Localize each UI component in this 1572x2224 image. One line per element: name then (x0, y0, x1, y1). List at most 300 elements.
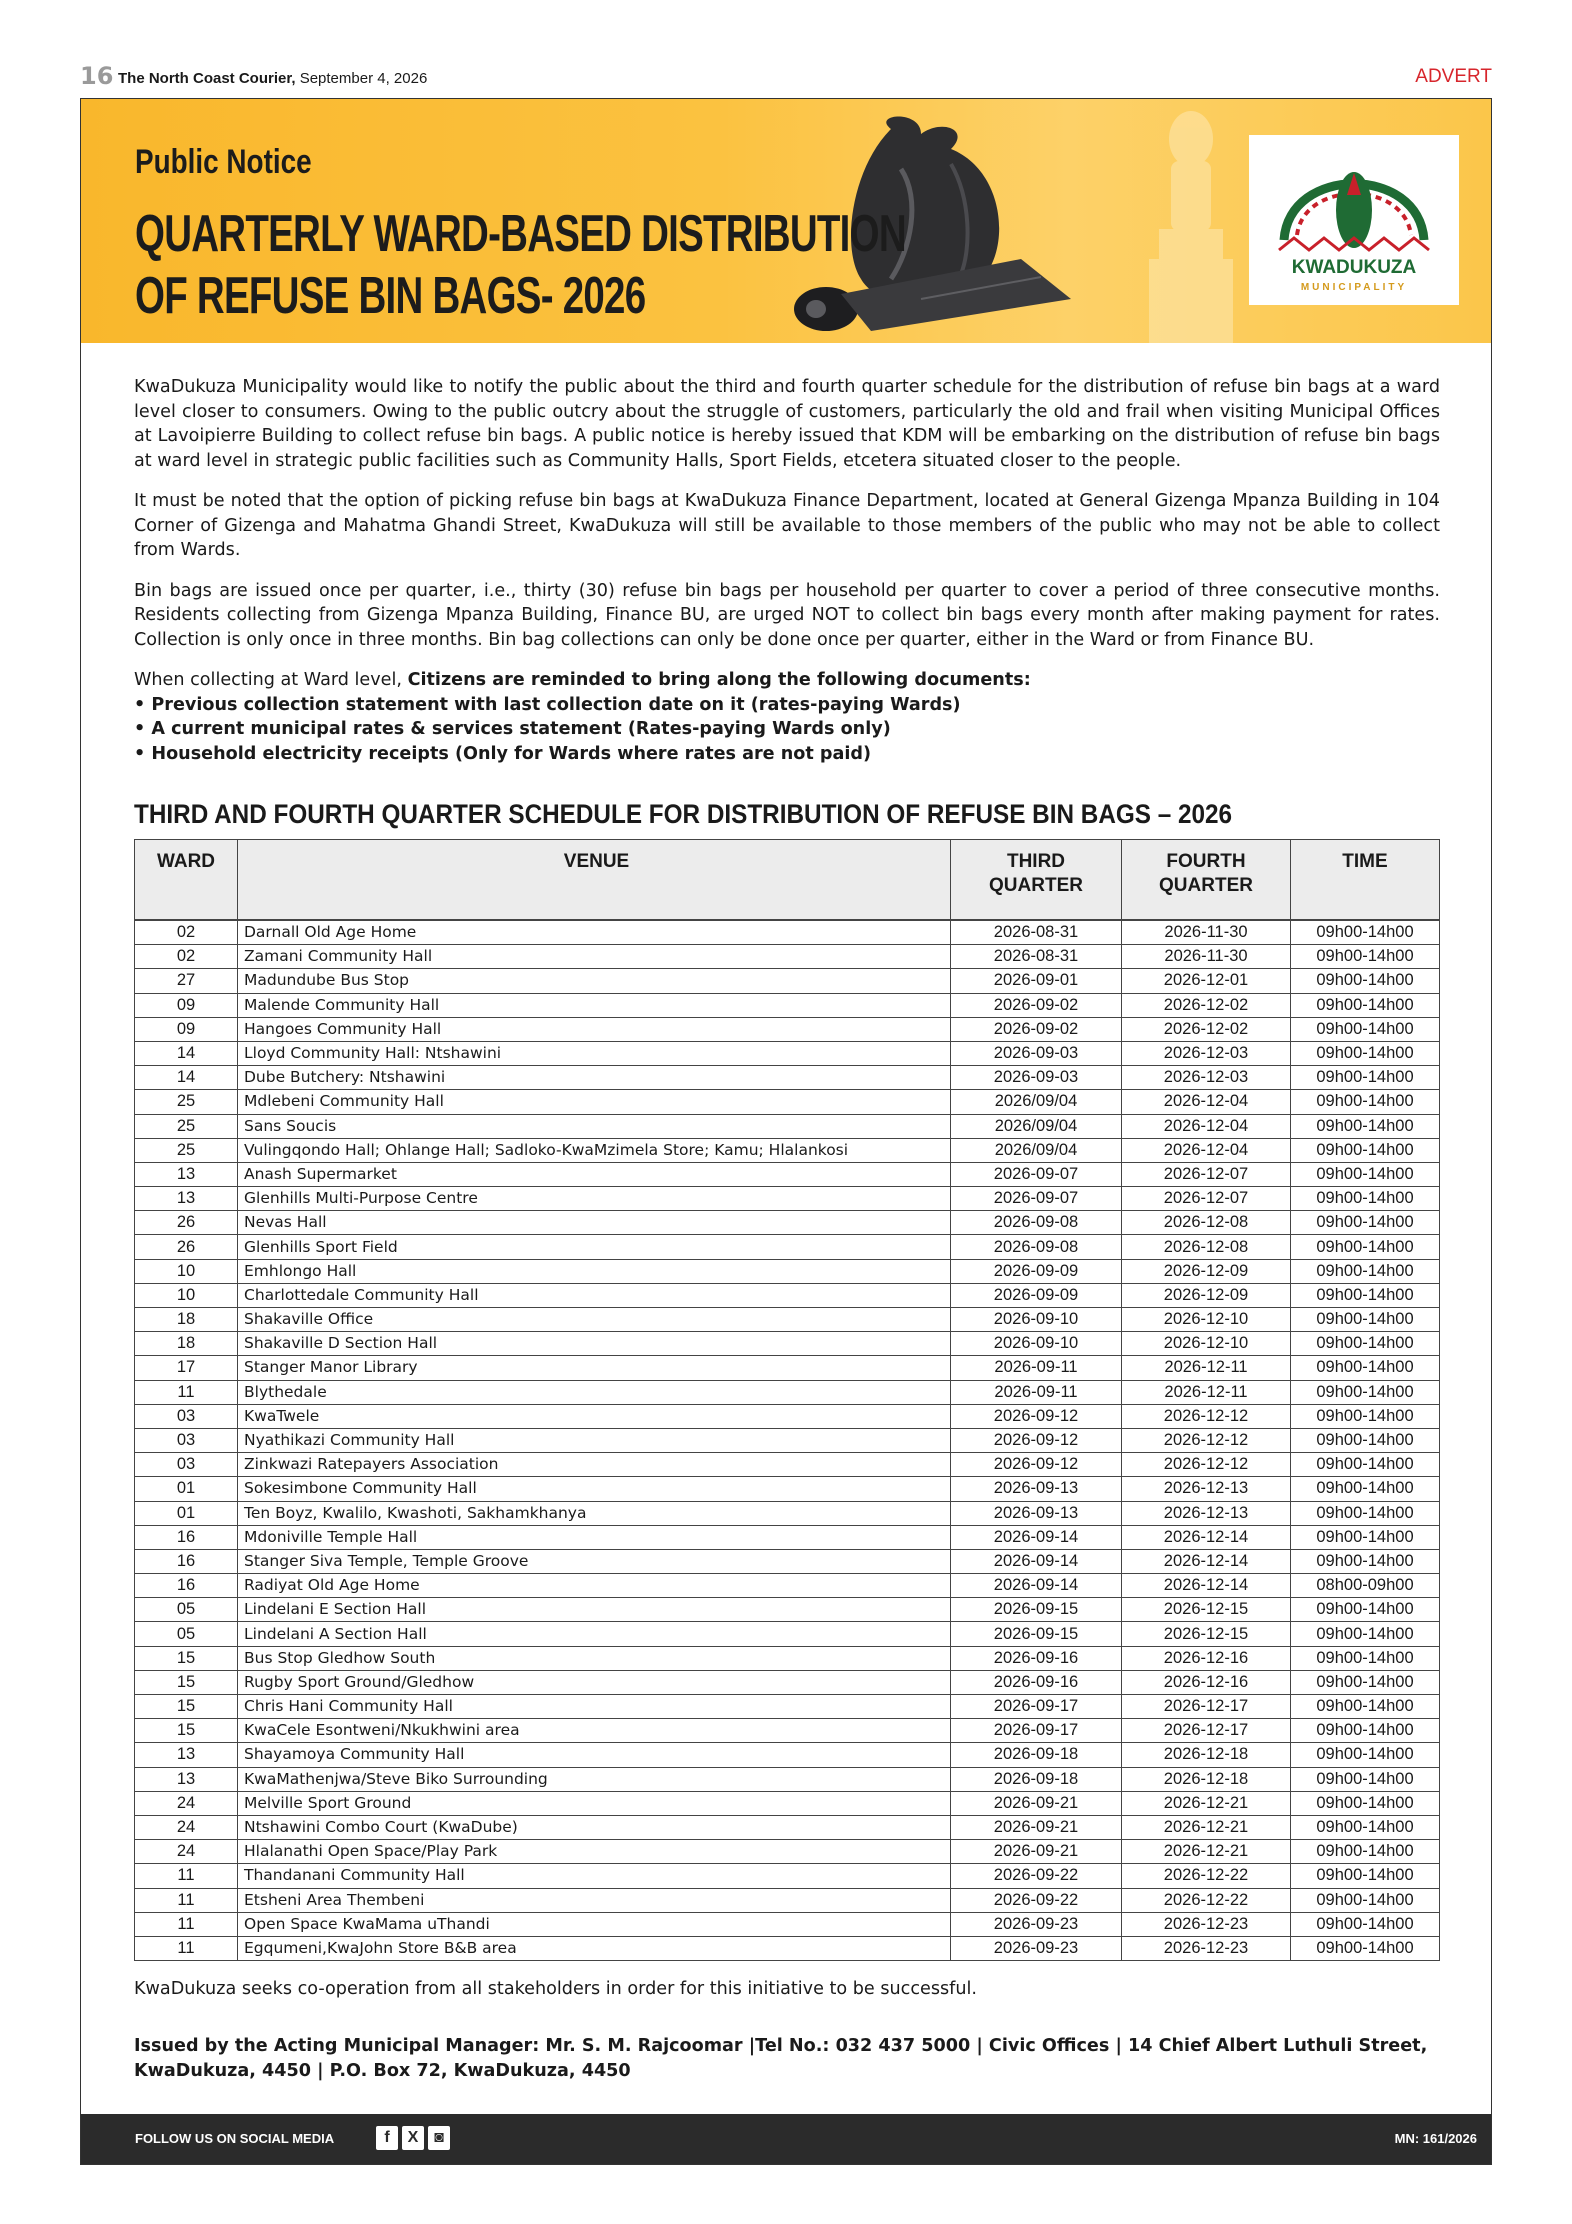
third-quarter-cell: 2026-09-07 (951, 1187, 1122, 1211)
instagram-icon[interactable]: ◙ (428, 2126, 450, 2150)
venue-cell: Radiyat Old Age Home (238, 1574, 951, 1598)
venue-cell: Rugby Sport Ground/Gledhow (238, 1670, 951, 1694)
paper-dateline (118, 70, 427, 87)
ward-cell: 25 (135, 1090, 238, 1114)
table-row (135, 1695, 1440, 1719)
notice-body (134, 375, 1440, 766)
fourth-quarter-cell: 2026-12-14 (1122, 1574, 1291, 1598)
ward-cell: 10 (135, 1259, 238, 1283)
header-third-quarter (951, 840, 1122, 921)
venue-cell: Zinkwazi Ratepayers Association (238, 1453, 951, 1477)
time-cell: 09h00-14h00 (1291, 993, 1440, 1017)
time-cell: 09h00-14h00 (1291, 1017, 1440, 1041)
fourth-quarter-cell: 2026-12-23 (1122, 1912, 1291, 1936)
table-row (135, 1332, 1440, 1356)
third-quarter-cell: 2026/09/04 (951, 1138, 1122, 1162)
venue-cell: Shakaville Office (238, 1308, 951, 1332)
fourth-quarter-cell: 2026-12-13 (1122, 1501, 1291, 1525)
third-quarter-cell: 2026-08-31 (951, 920, 1122, 945)
header-fourth-quarter (1122, 840, 1291, 921)
time-cell: 09h00-14h00 (1291, 1066, 1440, 1090)
time-cell: 09h00-14h00 (1291, 1090, 1440, 1114)
issue-date: September 4, 2026 (299, 70, 428, 87)
fourth-quarter-cell: 2026-12-08 (1122, 1211, 1291, 1235)
ward-cell: 26 (135, 1235, 238, 1259)
table-row (135, 1404, 1440, 1428)
fourth-quarter-cell: 2026-12-14 (1122, 1549, 1291, 1573)
third-quarter-cell: 2026-09-11 (951, 1356, 1122, 1380)
table-row (135, 920, 1440, 945)
ward-cell: 25 (135, 1114, 238, 1138)
ward-cell: 24 (135, 1791, 238, 1815)
ward-cell: 13 (135, 1743, 238, 1767)
table-row (135, 1501, 1440, 1525)
table-row (135, 1162, 1440, 1186)
fourth-quarter-cell: 2026-12-04 (1122, 1090, 1291, 1114)
footer-bar (81, 2114, 1491, 2164)
fourth-quarter-cell: 2026-12-21 (1122, 1815, 1291, 1839)
section-label: ADVERT (1415, 66, 1492, 87)
table-row (135, 1888, 1440, 1912)
third-quarter-cell: 2026-09-09 (951, 1259, 1122, 1283)
document-item: • Previous collection statement with last collection date on it (rates-paying Wards) (134, 693, 1440, 718)
venue-cell: KwaMathenjwa/Steve Biko Surrounding (238, 1767, 951, 1791)
ward-cell: 03 (135, 1404, 238, 1428)
third-quarter-cell: 2026-09-14 (951, 1574, 1122, 1598)
third-quarter-cell: 2026-09-02 (951, 1017, 1122, 1041)
fourth-quarter-cell: 2026-12-12 (1122, 1404, 1291, 1428)
third-quarter-cell: 2026-09-15 (951, 1622, 1122, 1646)
third-quarter-cell: 2026-09-17 (951, 1695, 1122, 1719)
venue-cell: Emhlongo Hall (238, 1259, 951, 1283)
third-quarter-cell: 2026-09-22 (951, 1888, 1122, 1912)
table-row (135, 1041, 1440, 1065)
time-cell: 09h00-14h00 (1291, 1767, 1440, 1791)
table-row (135, 1114, 1440, 1138)
third-quarter-cell: 2026-09-13 (951, 1477, 1122, 1501)
table-row (135, 1622, 1440, 1646)
schedule-title: THIRD AND FOURTH QUARTER SCHEDULE FOR DISTRIBUTION OF REFUSE BIN BAGS – 2026 (134, 799, 1233, 829)
venue-cell: Sokesimbone Community Hall (238, 1477, 951, 1501)
ward-cell: 11 (135, 1864, 238, 1888)
fourth-quarter-cell: 2026-12-02 (1122, 993, 1291, 1017)
fourth-quarter-cell: 2026-12-01 (1122, 969, 1291, 993)
time-cell: 09h00-14h00 (1291, 1864, 1440, 1888)
x-icon[interactable]: X (402, 2126, 424, 2150)
third-quarter-cell: 2026-09-21 (951, 1815, 1122, 1839)
paragraph-finance-option: It must be noted that the option of picking refuse bin bags at KwaDukuza Finance Department, located at General Gizenga Mpanza Building in 104 Corner of Gizenga and Mahatma Ghandi Street, KwaDukuza will still be available to those members of the public who may not be able to collect from Wards. (134, 491, 1440, 560)
third-quarter-cell: 2026-09-11 (951, 1380, 1122, 1404)
time-cell: 09h00-14h00 (1291, 1114, 1440, 1138)
venue-cell: Stanger Manor Library (238, 1356, 951, 1380)
fourth-quarter-cell: 2026-12-15 (1122, 1598, 1291, 1622)
time-cell: 09h00-14h00 (1291, 1791, 1440, 1815)
third-quarter-cell: 2026-09-03 (951, 1041, 1122, 1065)
third-quarter-cell: 2026-09-14 (951, 1549, 1122, 1573)
venue-cell: Bus Stop Gledhow South (238, 1646, 951, 1670)
fourth-quarter-cell: 2026-12-07 (1122, 1162, 1291, 1186)
header-fourth-quarter-l1: FOURTH (1166, 851, 1246, 872)
fourth-quarter-cell: 2026-12-15 (1122, 1622, 1291, 1646)
notice-kicker: Public Notice (135, 143, 312, 181)
third-quarter-cell: 2026-09-10 (951, 1308, 1122, 1332)
mn-reference: MN: 161/2026 (1394, 2131, 1477, 2146)
venue-cell: Malende Community Hall (238, 993, 951, 1017)
table-row (135, 1356, 1440, 1380)
header-third-quarter-l1: THIRD (1006, 851, 1066, 872)
third-quarter-cell: 2026/09/04 (951, 1090, 1122, 1114)
ward-cell: 15 (135, 1670, 238, 1694)
ward-cell: 13 (135, 1187, 238, 1211)
time-cell: 09h00-14h00 (1291, 1453, 1440, 1477)
third-quarter-cell: 2026-09-12 (951, 1428, 1122, 1452)
fourth-quarter-cell: 2026-12-07 (1122, 1187, 1291, 1211)
table-row (135, 1670, 1440, 1694)
venue-cell: Shakaville D Section Hall (238, 1332, 951, 1356)
table-row (135, 1066, 1440, 1090)
third-quarter-cell: 2026-09-02 (951, 993, 1122, 1017)
third-quarter-cell: 2026-09-21 (951, 1840, 1122, 1864)
fourth-quarter-cell: 2026-12-18 (1122, 1743, 1291, 1767)
venue-cell: Glenhills Sport Field (238, 1235, 951, 1259)
time-cell: 09h00-14h00 (1291, 945, 1440, 969)
ward-cell: 05 (135, 1622, 238, 1646)
time-cell: 09h00-14h00 (1291, 1138, 1440, 1162)
venue-cell: Lindelani E Section Hall (238, 1598, 951, 1622)
venue-cell: Ntshawini Combo Court (KwaDube) (238, 1815, 951, 1839)
ward-cell: 16 (135, 1549, 238, 1573)
table-row (135, 1815, 1440, 1839)
table-row (135, 1719, 1440, 1743)
venue-cell: Mdoniville Temple Hall (238, 1525, 951, 1549)
ward-cell: 26 (135, 1211, 238, 1235)
time-cell: 09h00-14h00 (1291, 1936, 1440, 1960)
fourth-quarter-cell: 2026-12-08 (1122, 1235, 1291, 1259)
paragraph-frequency: Bin bags are issued once per quarter, i.e., thirty (30) refuse bin bags per household per quarter to cover a period of three consecutive months. Residents collecting from Gizenga Mpanza Building, Finance BU, are urged NOT to collect bin bags every month after making payment for rates. Collection is only once in three months. Bin bag collections can only be done once per quarter, either in the Ward or from Finance BU. (134, 580, 1440, 650)
fourth-quarter-cell: 2026-12-17 (1122, 1695, 1291, 1719)
third-quarter-cell: 2026/09/04 (951, 1114, 1122, 1138)
time-cell: 09h00-14h00 (1291, 1308, 1440, 1332)
venue-cell: Madundube Bus Stop (238, 969, 951, 993)
notice-title-line1: QUARTERLY WARD-BASED DISTRIBUTION (135, 205, 906, 263)
fourth-quarter-cell: 2026-12-12 (1122, 1428, 1291, 1452)
venue-cell: Glenhills Multi-Purpose Centre (238, 1187, 951, 1211)
third-quarter-cell: 2026-09-23 (951, 1936, 1122, 1960)
logo-subtitle: MUNICIPALITY (1300, 282, 1408, 293)
ward-cell: 01 (135, 1477, 238, 1501)
venue-cell: Dube Butchery: Ntshawini (238, 1066, 951, 1090)
ward-cell: 17 (135, 1356, 238, 1380)
fourth-quarter-cell: 2026-12-04 (1122, 1114, 1291, 1138)
ward-cell: 15 (135, 1719, 238, 1743)
venue-cell: Hlalanathi Open Space/Play Park (238, 1840, 951, 1864)
ward-cell: 16 (135, 1574, 238, 1598)
venue-cell: Etsheni Area Thembeni (238, 1888, 951, 1912)
third-quarter-cell: 2026-09-13 (951, 1501, 1122, 1525)
table-row (135, 1187, 1440, 1211)
schedule-table (134, 839, 1440, 1961)
header-time: TIME (1291, 840, 1440, 921)
facebook-icon[interactable]: f (376, 2126, 398, 2150)
fourth-quarter-cell: 2026-12-10 (1122, 1308, 1291, 1332)
fourth-quarter-cell: 2026-12-22 (1122, 1864, 1291, 1888)
table-row (135, 945, 1440, 969)
third-quarter-cell: 2026-09-12 (951, 1453, 1122, 1477)
time-cell: 09h00-14h00 (1291, 1622, 1440, 1646)
ward-cell: 15 (135, 1695, 238, 1719)
ward-cell: 14 (135, 1066, 238, 1090)
ward-cell: 13 (135, 1767, 238, 1791)
table-row (135, 969, 1440, 993)
third-quarter-cell: 2026-09-07 (951, 1162, 1122, 1186)
third-quarter-cell: 2026-09-17 (951, 1719, 1122, 1743)
venue-cell: Darnall Old Age Home (238, 920, 951, 945)
fourth-quarter-cell: 2026-12-18 (1122, 1767, 1291, 1791)
fourth-quarter-cell: 2026-12-14 (1122, 1525, 1291, 1549)
fourth-quarter-cell: 2026-11-30 (1122, 945, 1291, 969)
venue-cell: Nyathikazi Community Hall (238, 1428, 951, 1452)
time-cell: 09h00-14h00 (1291, 1356, 1440, 1380)
venue-cell: Lloyd Community Hall: Ntshawini (238, 1041, 951, 1065)
time-cell: 09h00-14h00 (1291, 1719, 1440, 1743)
kwadukuza-emblem (1249, 135, 1459, 305)
fourth-quarter-cell: 2026-12-11 (1122, 1356, 1291, 1380)
third-quarter-cell: 2026-09-12 (951, 1404, 1122, 1428)
venue-cell: Thandanani Community Hall (238, 1864, 951, 1888)
ward-cell: 03 (135, 1428, 238, 1452)
documents-lead: When collecting at Ward level, (134, 670, 408, 690)
ward-cell: 11 (135, 1380, 238, 1404)
header-third-quarter-l2: QUARTER (989, 875, 1083, 896)
third-quarter-cell: 2026-09-08 (951, 1235, 1122, 1259)
time-cell: 09h00-14h00 (1291, 1888, 1440, 1912)
table-row (135, 1646, 1440, 1670)
table-row (135, 1936, 1440, 1960)
time-cell: 09h00-14h00 (1291, 1840, 1440, 1864)
table-row (135, 1428, 1440, 1452)
time-cell: 09h00-14h00 (1291, 920, 1440, 945)
time-cell: 09h00-14h00 (1291, 1235, 1440, 1259)
venue-cell: Lindelani A Section Hall (238, 1622, 951, 1646)
ward-cell: 09 (135, 1017, 238, 1041)
third-quarter-cell: 2026-09-16 (951, 1670, 1122, 1694)
table-row (135, 1864, 1440, 1888)
fourth-quarter-cell: 2026-12-09 (1122, 1259, 1291, 1283)
time-cell: 09h00-14h00 (1291, 1162, 1440, 1186)
header-fourth-quarter-l2: QUARTER (1159, 875, 1253, 896)
third-quarter-cell: 2026-09-09 (951, 1283, 1122, 1307)
ward-cell: 11 (135, 1888, 238, 1912)
table-row (135, 1791, 1440, 1815)
closing-statement: KwaDukuza seeks co-operation from all stakeholders in order for this initiative to be successful. (134, 1979, 977, 1999)
table-row (135, 1453, 1440, 1477)
venue-cell: Stanger Siva Temple, Temple Groove (238, 1549, 951, 1573)
fourth-quarter-cell: 2026-12-13 (1122, 1477, 1291, 1501)
fourth-quarter-cell: 2026-11-30 (1122, 920, 1291, 945)
time-cell: 09h00-14h00 (1291, 1041, 1440, 1065)
venue-cell: Shayamoya Community Hall (238, 1743, 951, 1767)
ward-cell: 05 (135, 1598, 238, 1622)
fourth-quarter-cell: 2026-12-21 (1122, 1840, 1291, 1864)
table-row (135, 1380, 1440, 1404)
table-row (135, 1308, 1440, 1332)
ward-cell: 15 (135, 1646, 238, 1670)
fourth-quarter-cell: 2026-12-10 (1122, 1332, 1291, 1356)
venue-cell: Sans Soucis (238, 1114, 951, 1138)
table-row (135, 1017, 1440, 1041)
documents-intro (134, 668, 1440, 693)
third-quarter-cell: 2026-09-14 (951, 1525, 1122, 1549)
table-row (135, 1477, 1440, 1501)
notice-title-line2: OF REFUSE BIN BAGS- 2026 (135, 267, 646, 325)
ward-cell: 24 (135, 1840, 238, 1864)
ward-cell: 18 (135, 1332, 238, 1356)
ward-cell: 25 (135, 1138, 238, 1162)
venue-cell: Open Space KwaMama uThandi (238, 1912, 951, 1936)
table-row (135, 1598, 1440, 1622)
follow-label: FOLLOW US ON SOCIAL MEDIA (135, 2131, 335, 2146)
notice-title (135, 203, 906, 327)
ward-cell: 01 (135, 1501, 238, 1525)
social-icons (376, 2126, 454, 2150)
statue-watermark (1121, 99, 1261, 343)
ward-cell: 14 (135, 1041, 238, 1065)
venue-cell: Blythedale (238, 1380, 951, 1404)
venue-cell: Zamani Community Hall (238, 945, 951, 969)
fourth-quarter-cell: 2026-12-03 (1122, 1041, 1291, 1065)
ward-cell: 03 (135, 1453, 238, 1477)
time-cell: 09h00-14h00 (1291, 1477, 1440, 1501)
document-item: • Household electricity receipts (Only for Wards where rates are not paid) (134, 742, 1440, 767)
venue-cell: KwaTwele (238, 1404, 951, 1428)
fourth-quarter-cell: 2026-12-09 (1122, 1283, 1291, 1307)
time-cell: 09h00-14h00 (1291, 1670, 1440, 1694)
logo-name: KWADUKUZA (1291, 257, 1417, 278)
fourth-quarter-cell: 2026-12-16 (1122, 1670, 1291, 1694)
time-cell: 09h00-14h00 (1291, 1501, 1440, 1525)
header-ward: WARD (135, 840, 238, 921)
table-row (135, 1840, 1440, 1864)
third-quarter-cell: 2026-09-18 (951, 1767, 1122, 1791)
time-cell: 09h00-14h00 (1291, 1743, 1440, 1767)
third-quarter-cell: 2026-09-01 (951, 969, 1122, 993)
ward-cell: 02 (135, 920, 238, 945)
table-row (135, 1211, 1440, 1235)
fourth-quarter-cell: 2026-12-17 (1122, 1719, 1291, 1743)
kwadukuza-logo (1249, 135, 1459, 305)
venue-cell: Anash Supermarket (238, 1162, 951, 1186)
fourth-quarter-cell: 2026-12-21 (1122, 1791, 1291, 1815)
documents-lead-bold: Citizens are reminded to bring along the following documents: (407, 670, 1031, 690)
venue-cell: KwaCele Esontweni/Nkukhwini area (238, 1719, 951, 1743)
table-row (135, 1525, 1440, 1549)
venue-cell: Nevas Hall (238, 1211, 951, 1235)
time-cell: 09h00-14h00 (1291, 1815, 1440, 1839)
document-item: • A current municipal rates & services statement (Rates-paying Wards only) (134, 717, 1440, 742)
time-cell: 09h00-14h00 (1291, 969, 1440, 993)
table-row (135, 1283, 1440, 1307)
fourth-quarter-cell: 2026-12-02 (1122, 1017, 1291, 1041)
venue-cell: Egqumeni,KwaJohn Store B&B area (238, 1936, 951, 1960)
ward-cell: 24 (135, 1815, 238, 1839)
venue-cell: Chris Hani Community Hall (238, 1695, 951, 1719)
ward-cell: 18 (135, 1308, 238, 1332)
time-cell: 09h00-14h00 (1291, 1695, 1440, 1719)
table-row (135, 1574, 1440, 1598)
table-row (135, 1743, 1440, 1767)
paragraph-intro: KwaDukuza Municipality would like to notify the public about the third and fourth quarter schedule for the distribution of refuse bin bags at a ward level closer to consumers. Owing to the public outcry about the struggle of customers, particularly the old and frail when visiting Municipal Offices at Lavoipierre Building to collect refuse bin bags. A public notice is hereby issued that KDM will be embarking on the distribution of refuse bin bags at ward level in strategic public facilities such as Community Halls, Sport Fields, etcetera situated closer to the people. (134, 377, 1440, 471)
time-cell: 09h00-14h00 (1291, 1404, 1440, 1428)
time-cell: 09h00-14h00 (1291, 1549, 1440, 1573)
table-row (135, 1138, 1440, 1162)
third-quarter-cell: 2026-09-21 (951, 1791, 1122, 1815)
third-quarter-cell: 2026-09-10 (951, 1332, 1122, 1356)
time-cell: 09h00-14h00 (1291, 1525, 1440, 1549)
fourth-quarter-cell: 2026-12-16 (1122, 1646, 1291, 1670)
third-quarter-cell: 2026-09-08 (951, 1211, 1122, 1235)
venue-cell: Ten Boyz, Kwalilo, Kwashoti, Sakhamkhanya (238, 1501, 951, 1525)
notice-banner (81, 99, 1491, 343)
venue-cell: Mdlebeni Community Hall (238, 1090, 951, 1114)
masthead (80, 62, 1492, 92)
table-row (135, 1259, 1440, 1283)
venue-cell: Vulingqondo Hall; Ohlange Hall; Sadloko-KwaMzimela Store; Kamu; Hlalankosi (238, 1138, 951, 1162)
ward-cell: 16 (135, 1525, 238, 1549)
header-venue: VENUE (238, 840, 951, 921)
table-row (135, 1235, 1440, 1259)
fourth-quarter-cell: 2026-12-23 (1122, 1936, 1291, 1960)
ward-cell: 13 (135, 1162, 238, 1186)
time-cell: 08h00-09h00 (1291, 1574, 1440, 1598)
paper-name: The North Coast Courier, (118, 70, 296, 87)
third-quarter-cell: 2026-09-03 (951, 1066, 1122, 1090)
table-row (135, 1912, 1440, 1936)
third-quarter-cell: 2026-09-23 (951, 1912, 1122, 1936)
time-cell: 09h00-14h00 (1291, 1283, 1440, 1307)
table-row (135, 1549, 1440, 1573)
time-cell: 09h00-14h00 (1291, 1912, 1440, 1936)
page-number: 16 (80, 62, 114, 90)
table-row (135, 993, 1440, 1017)
time-cell: 09h00-14h00 (1291, 1187, 1440, 1211)
third-quarter-cell: 2026-08-31 (951, 945, 1122, 969)
fourth-quarter-cell: 2026-12-12 (1122, 1453, 1291, 1477)
ward-cell: 11 (135, 1912, 238, 1936)
third-quarter-cell: 2026-09-22 (951, 1864, 1122, 1888)
ward-cell: 11 (135, 1936, 238, 1960)
ward-cell: 27 (135, 969, 238, 993)
third-quarter-cell: 2026-09-18 (951, 1743, 1122, 1767)
venue-cell: Melville Sport Ground (238, 1791, 951, 1815)
third-quarter-cell: 2026-09-15 (951, 1598, 1122, 1622)
issued-by: Issued by the Acting Municipal Manager: Mr. S. M. Rajcoomar |Tel No.: 032 437 5000 | Civic Offices | 14 Chief Albert Luthuli Street, KwaDukuza, 4450 | P.O. Box 72, KwaDukuza, 4450 (134, 2036, 1428, 2081)
time-cell: 09h00-14h00 (1291, 1598, 1440, 1622)
time-cell: 09h00-14h00 (1291, 1332, 1440, 1356)
schedule-header-row (135, 840, 1440, 921)
venue-cell: Hangoes Community Hall (238, 1017, 951, 1041)
time-cell: 09h00-14h00 (1291, 1428, 1440, 1452)
time-cell: 09h00-14h00 (1291, 1380, 1440, 1404)
documents-list (134, 693, 1440, 767)
time-cell: 09h00-14h00 (1291, 1646, 1440, 1670)
fourth-quarter-cell: 2026-12-22 (1122, 1888, 1291, 1912)
venue-cell: Charlottedale Community Hall (238, 1283, 951, 1307)
fourth-quarter-cell: 2026-12-04 (1122, 1138, 1291, 1162)
ward-cell: 10 (135, 1283, 238, 1307)
time-cell: 09h00-14h00 (1291, 1259, 1440, 1283)
third-quarter-cell: 2026-09-16 (951, 1646, 1122, 1670)
ward-cell: 09 (135, 993, 238, 1017)
